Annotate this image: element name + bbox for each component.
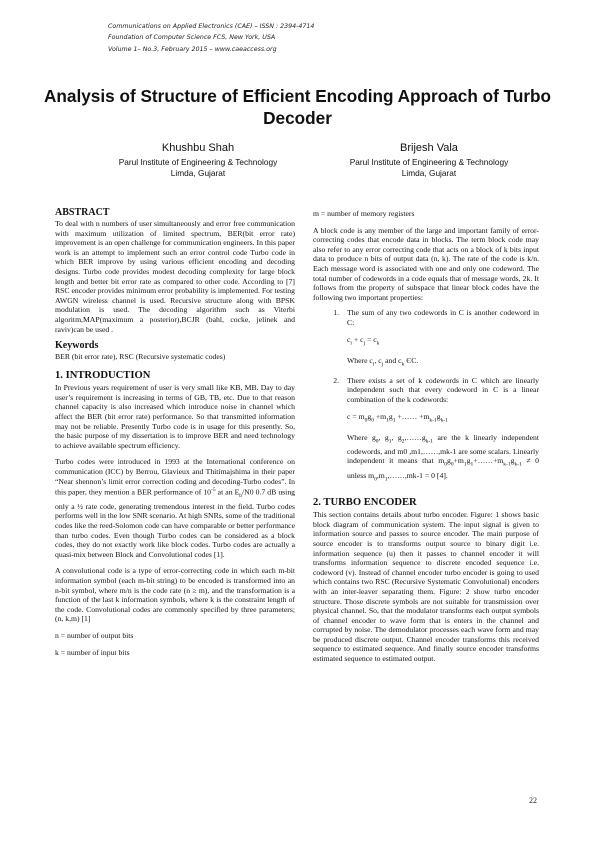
author-name: Khushbu Shah	[161, 142, 235, 154]
keywords-text: BER (bit error rate), RSC (Recursive systematic codes)	[55, 352, 226, 362]
list-body	[347, 376, 539, 485]
abstract-text: To deal with n numbers of user simultaneously and error free communication with maximum utilization of limited spectrum, BER(bit error rate) improvement is an open challenge for communication engineers. In this paper work is an attempt to implement such an error control code Turbo code in which BER improve by using various efficient encoding and decoding designs. Turbo code provides modest decoding complexity for large block length and better bit error rate as compared to other code. According to [7] RSC encoder provides minimum error probability is implemented. For testing AWGN wireless channel is used. Recursive structure along with BPSK modulation is used. The decoding algorithm such as Viterbi algoritm,MAP(maximum a posterior),BCJR (bahl, cocke, jelinek and raviv)can be used .	[55, 219, 295, 334]
subscript: 1	[392, 417, 396, 424]
text-run: ≠ 0 unless m	[347, 456, 539, 480]
text-run: ,……,mk-1 = 0 [4].	[387, 470, 448, 480]
keywords-heading: Keywords	[55, 340, 99, 352]
subscript: 1	[463, 461, 467, 468]
superscript: -5	[211, 487, 216, 494]
list-number: 2.	[333, 375, 339, 385]
turbo-encoder-heading: 2. TURBO ENCODER	[313, 496, 417, 508]
definition-n: n = number of output bits	[55, 630, 134, 640]
definition-m: m = number of memory registers	[313, 209, 415, 218]
subscript: j	[363, 340, 366, 347]
author-name: Brijesh Vala	[400, 142, 458, 154]
turbo-encoder-paragraph: This section contains details about turbo encoder. Figure: 1 shows basic block diagram of communication system. The input signal is given to information source and passes to source encoder. The main purpose of source encoder is to transforms output source to binary digit i.e. information sequence (u) then it passes to channel encoder it will transforms information sequence to discrete encoded sequence i.e. codeword (v). Instead of channel encoder turbo encoder is going to used which contains two RSC (Recursive Systematic Convolutional) encoders with an inter-leaver separating them. Figure: 2 show turbo encoder structure. Those discrete symbols are not suitable for transmission over physical channel. So, that the modulator transforms each output symbols of channel encoder to wave form that is enters in the channel and corrupted by noise. The demodulator processes each wave form and may be produced discrete output. Channel encoder transforms this received sequence to estimated sequence. And finally source encoder transforms estimated sequence to estimated output.	[313, 510, 539, 664]
text-run: g	[436, 411, 441, 421]
left-column	[55, 205, 295, 657]
text-run: +…… +m	[395, 411, 430, 421]
text-run: Turbo codes were introduced in 1993 at the International conference on communication (ICC) by Berrou, Glavieux and Thitimajshima in their paper “Near shennon’s limit error correction coding and decoding-Turbo codes”. In this paper, they mention a BER performance of 10	[55, 457, 295, 497]
text-run: Where g	[347, 432, 376, 442]
subscript: 0	[450, 461, 454, 468]
property-text: There exists a set of k codewords in C which are linearly independent such that every codeword in C is a linear combination of the k codewords:	[347, 375, 539, 404]
subscript: 1	[388, 438, 392, 445]
text-run: g	[367, 411, 372, 421]
subscript: k-1	[440, 417, 448, 424]
list-number: 1.	[333, 308, 339, 318]
property-where: Where $g_0$, $g_1$, $g_2,\dots\dots g_{k-1}$ are the k linearly independent codewords, and m0 ,m1,……,mk-1 are some scalars. Linearly independent it means that $m_0g_0+m_1g_1+\dots\dots+m_{k-1}g_{k-1} \ne 0$ unless $m_0,m_1,\dots\dots,mk-1 = 0$ [4].	[347, 432, 540, 483]
property-item-2	[313, 376, 539, 485]
subscript: 0	[364, 417, 368, 424]
author-location: Limda, Gujarat	[170, 168, 226, 178]
text-run: c	[347, 334, 351, 344]
intro-paragraph-1: In Previous years requirement of user is very small like KB, MB. Day to day user’s requirement is increasing in terms of GB, TB, etc. Due to that reason channel capacity is also increased which introduce noise in channel which affect the BER (bit error rate) performance. So that transmitted information may not be reliable. Presently Turbo code is in usage for this presently. So, the basic purpose of my dissertation is to improve BER and need technology to achieve available spectrum efficiency.	[55, 383, 295, 450]
subscript: 1	[384, 476, 388, 483]
author-block	[78, 142, 318, 179]
subscript: k-1	[429, 417, 437, 424]
text-run: ,……g	[404, 432, 426, 442]
author-affiliation: Parul Institute of Engineering & Technology	[118, 157, 278, 167]
text-run: = c	[365, 334, 377, 344]
text-run: , g	[391, 432, 402, 442]
text-run: are the k linearly independent codewords, and m0 ,m1,……,mk-1 are some scalars. Linearly independent it means that m	[347, 432, 540, 466]
subscript: 2	[401, 438, 405, 445]
subscript: k	[376, 340, 380, 347]
property-item-1	[313, 308, 539, 369]
author-block	[309, 142, 549, 179]
property-equation	[347, 335, 539, 349]
definition-k: k = number of input bits	[55, 647, 130, 657]
subscript: k-1	[514, 461, 522, 468]
journal-header-line: Foundation of Computer Science FCS, New York, USA	[108, 34, 276, 42]
intro-paragraph-3: A convolutional code is a type of error-correcting code in which each m-bit information symbol (each m-bit string) to be encoded is transformed into an n-bit symbol, where m/n is the code rate (n ≥ m), and the transformation is a function of the last k information symbols, where k is the constraint length of the code. Convolutional codes are commonly specified by three parameters; (n, k,m) [1]	[55, 566, 295, 624]
subscript: 0	[444, 461, 447, 468]
introduction-heading: 1. INTRODUCTION	[55, 369, 151, 381]
journal-header-line: Volume 1– No.3, February 2015 – www.caeaccess.org	[108, 45, 277, 53]
text-run: c = m	[347, 411, 365, 421]
subscript: 0	[371, 417, 374, 424]
block-code-paragraph: A block code is any member of the large and important family of error-correcting codes that encode data in blocks. The term block code may also refer to any error correcting code that acts on a block of k bits input data to produce n bits of output data (n, k). The rate of the code is k/n. Each message word is associated with one and only one codeword. The total number of codewords in a code equals that of message words, 2k. It follows from the property of subspace that linear block codes have the following two important properties:	[313, 225, 539, 302]
text-run: g	[388, 411, 393, 421]
subscript: k-1	[503, 461, 511, 468]
subscript: j	[381, 361, 384, 368]
right-column	[313, 205, 539, 664]
paper-title: Analysis of Structure of Efficient Encoding Approach of Turbo Decoder	[43, 86, 552, 128]
subscript: k-1	[425, 438, 433, 445]
subscript: 1	[470, 461, 474, 468]
text-run: , c	[374, 355, 382, 365]
subscript: k	[401, 361, 405, 368]
property-where	[347, 356, 539, 370]
author-affiliation: Parul Institute of Engineering & Technology	[349, 157, 509, 167]
subscript: b	[239, 493, 243, 500]
subscript: i	[372, 361, 375, 368]
journal-header	[108, 21, 314, 55]
author-location: Limda, Gujarat	[401, 168, 457, 178]
journal-header-line: Communications on Applied Electronics (CAE) – ISSN : 2394-4714	[108, 23, 315, 30]
text-run: +……+m	[473, 456, 504, 466]
page-number: 22	[529, 796, 537, 805]
text-run: Where c	[347, 355, 373, 365]
text-run: /N0 0.7 dB using only a ½ rate code, generating tremendous interest in the field. Turbo codes performs well in the low SNR scenario. At high SNRs, some of the traditional codes like the reed-Solomon code can have comparable or better performance than turbo codes. Even though Turbo codes can be considered as a block codes, they do not exactly work like block codes. Turbo codes are actually a quasi-mix between Block and Convolutional codes [1].	[55, 487, 296, 559]
intro-paragraph-2	[55, 457, 295, 559]
property-equation	[347, 412, 539, 426]
text-run: + c	[351, 334, 364, 344]
subscript: i	[350, 340, 352, 347]
text-run: ЄC.	[404, 355, 419, 365]
text-run: and c	[383, 355, 402, 365]
text-run: ,m	[376, 470, 385, 480]
list-body	[347, 308, 539, 369]
subscript: 1	[386, 417, 389, 424]
subscript: 0	[374, 476, 377, 483]
text-run: , g	[378, 432, 389, 442]
property-text: The sum of any two codewords in C is another codeword in C:	[347, 308, 539, 327]
abstract-heading: ABSTRACT	[55, 207, 110, 218]
text-run: at an E	[215, 487, 240, 497]
text-run: +m	[373, 411, 387, 421]
subscript: 0	[375, 438, 379, 445]
